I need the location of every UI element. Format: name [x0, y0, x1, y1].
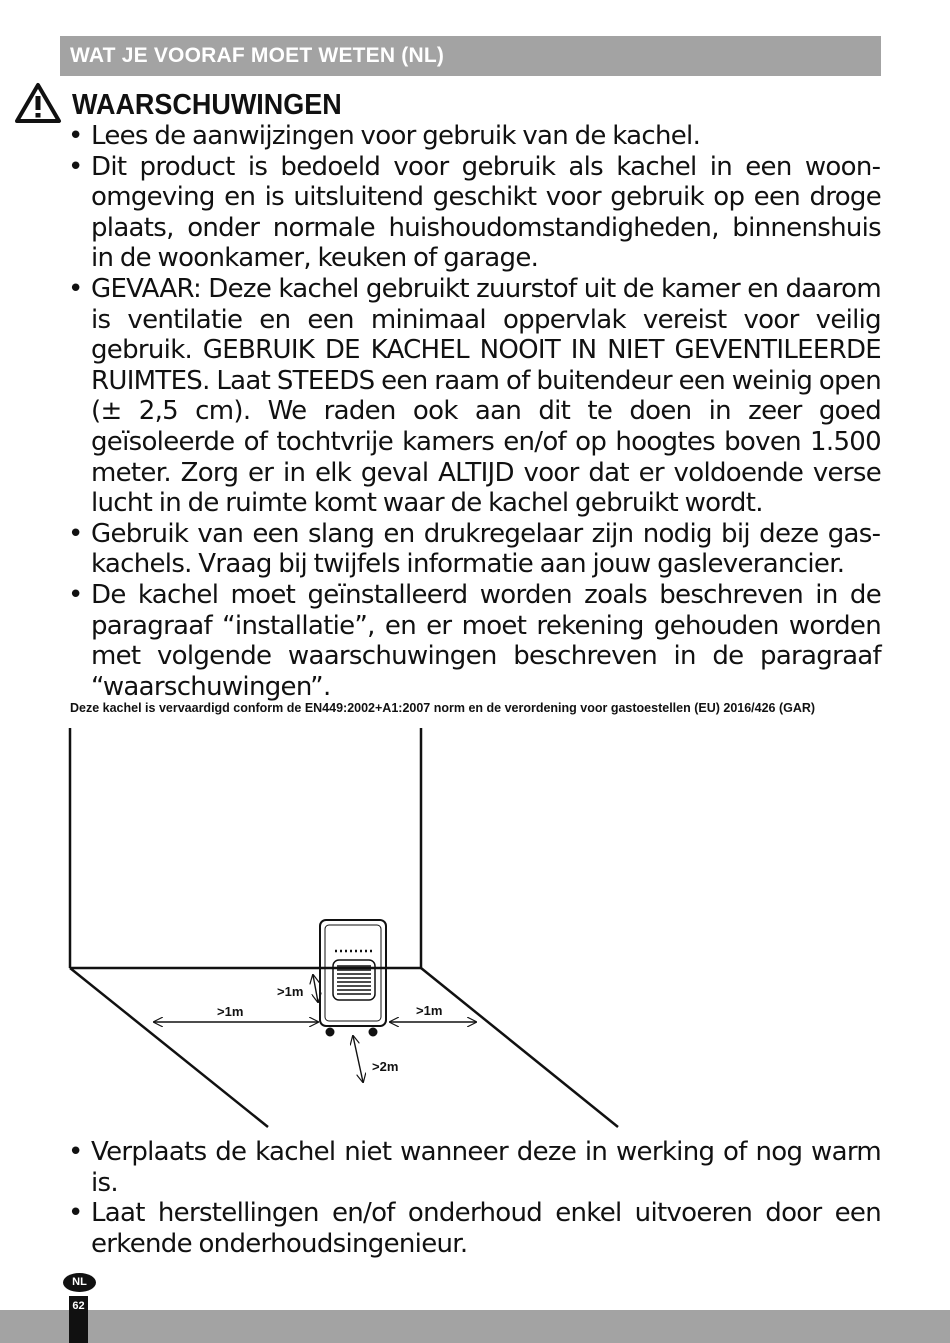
- list-item: [68, 519, 881, 580]
- bullet-text: Gebruik van een slang en drukregelaar zijn nodig bij deze gaskachels. Vraag bij twijfels informatie aan jouw gasleverancier.: [91, 518, 881, 580]
- bullet-text: Dit product is bedoeld voor gebruik als kachel in een woonomgeving en is uitsluitend geschikt voor gebruik op een droge plaats, onder normale huishoudomstandigheden, binnenshuis in de woonkamer, keuken of garage.: [91, 151, 881, 274]
- label-left-clearance: >1m: [217, 1004, 244, 1019]
- language-badge: NL: [63, 1273, 96, 1292]
- bullet-text: GEVAAR: Deze kachel gebruikt zuurstof uit de kamer en daarom is ventilatie en een minimaal oppervlak vereist voor veilig gebruik. GEBRUIK DE KACHEL NOOIT IN NIET GEVENTILEERDE RUIMTES. Laat STEEDS een raam of buitendeur een weinig open (± 2,5 cm). We raden ook aan dit te doen in zeer goed geïsoleerde of tochtvrije kamers en/of op hoogtes boven 1.500 meter. Zorg er in elk geval ALTIJD voor dat er voldoende verse lucht in de ruimte komt waar de kachel gebruikt wordt.: [91, 273, 881, 519]
- bullet-dot: •: [68, 273, 83, 304]
- bullet-text: De kachel moet geïnstalleerd worden zoals beschreven in de paragraaf “installatie”, en er moet rekening gehouden worden met volgende waarschuwingen beschreven in de paragraaf “waarschuwingen”.: [91, 579, 881, 702]
- bullet-text: Lees de aanwijzingen voor gebruik van de kachel.: [91, 121, 701, 151]
- bullet-text: Laat herstellingen en/of onderhoud enkel uitvoeren door een erkende onderhoudsingenieur.: [91, 1198, 881, 1259]
- list-item: [68, 274, 881, 519]
- clearance-arrows: [154, 975, 476, 1082]
- header-title: WAT JE VOORAF MOET WETEN (NL): [70, 44, 445, 67]
- bullet-text: Verplaats de kachel niet wanneer deze in werking of nog warm is.: [91, 1137, 881, 1198]
- norm-note: Deze kachel is vervaardigd conform de EN449:2002+A1:2007 norm en de verordening voor gastoestellen (EU) 2016/426 (GAR): [70, 701, 816, 715]
- label-right-clearance: >1m: [416, 1003, 443, 1018]
- list-item: [68, 121, 881, 152]
- header-bar: [60, 36, 881, 76]
- warnings-list: [68, 121, 881, 702]
- list-item: [68, 152, 881, 274]
- page-number: 62: [72, 1300, 85, 1312]
- label-back-clearance: >1m: [277, 984, 304, 999]
- bullet-dot: •: [68, 121, 83, 151]
- bullet-dot: •: [68, 518, 83, 549]
- bullet-dot: •: [68, 1198, 83, 1229]
- list-item: [68, 1137, 881, 1198]
- label-front-clearance: >2m: [372, 1059, 399, 1074]
- warning-triangle-icon: [14, 82, 62, 124]
- bullet-dot: •: [68, 579, 83, 610]
- footer-bar: [0, 1310, 950, 1343]
- section-title: WAARSCHUWINGEN: [72, 89, 342, 121]
- warnings-list-bottom: [68, 1137, 881, 1259]
- clearance-diagram: [60, 720, 640, 1135]
- bullet-dot: •: [68, 1137, 83, 1167]
- room-walls: [70, 728, 618, 1127]
- list-item: [68, 580, 881, 702]
- list-item: [68, 1198, 881, 1259]
- heater-icon: [320, 920, 386, 1036]
- bullet-dot: •: [68, 151, 83, 182]
